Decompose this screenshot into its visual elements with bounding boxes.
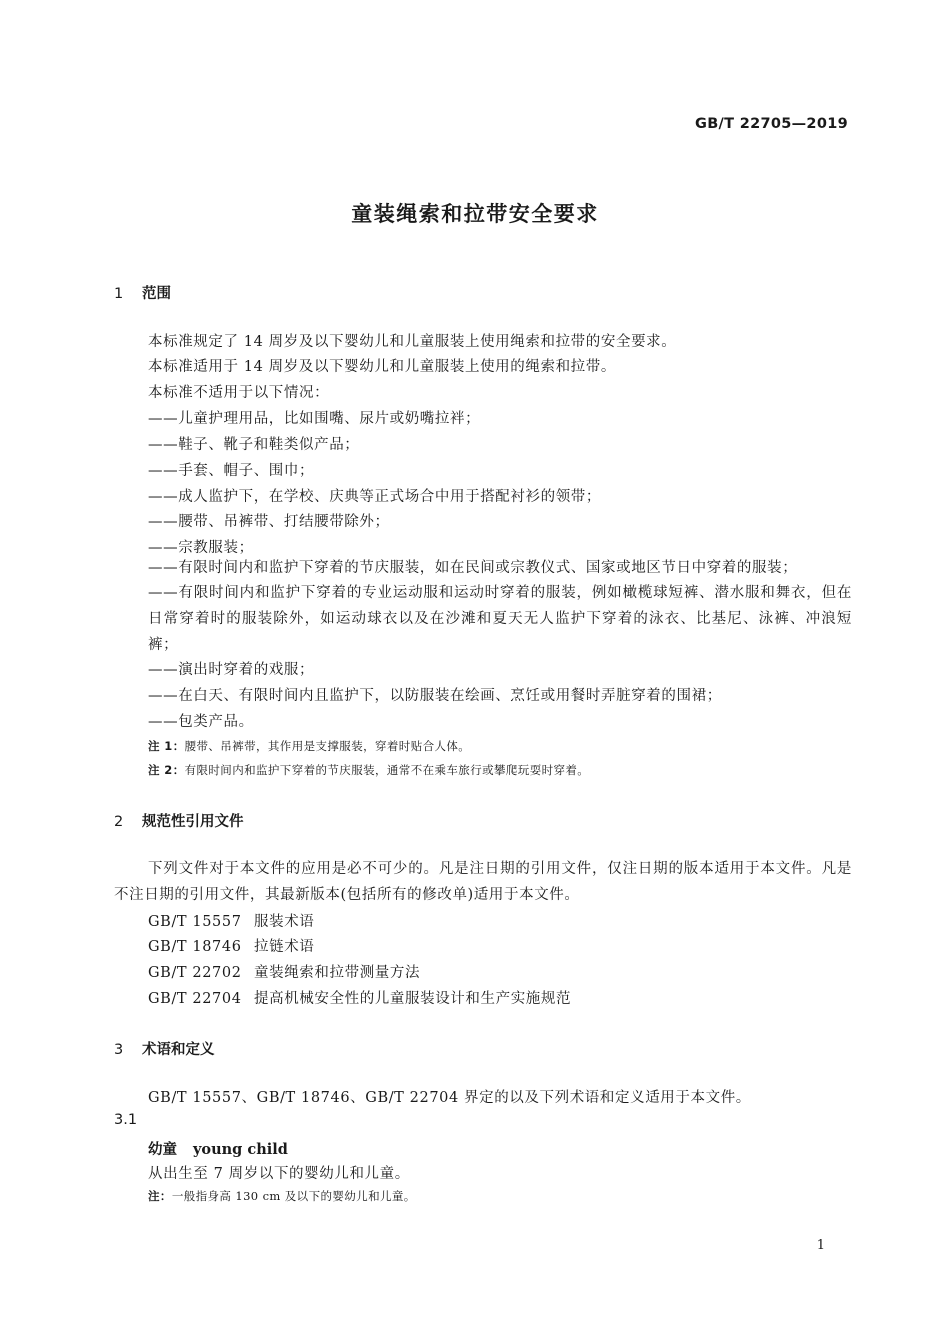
section-title: 术语和定义	[142, 1042, 215, 1058]
reference-row	[148, 910, 314, 931]
reference-code: GB/T 22702	[148, 965, 242, 981]
paragraph: GB/T 15557、GB/T 18746、GB/T 22704 界定的以及下列术语和定义适用于本文件。	[148, 1090, 751, 1106]
list-item: ——有限时间内和监护下穿着的节庆服装，如在民间或宗教仪式、国家或地区节日中穿着的服装；	[148, 560, 798, 576]
paragraph: 本标准适用于 14 周岁及以下婴幼儿和儿童服装上使用的绳索和拉带。	[148, 359, 616, 375]
reference-title: 服装术语	[254, 914, 315, 930]
list-item: ——鞋子、靴子和鞋类似产品；	[148, 437, 360, 453]
list-item: ——手套、帽子、围巾；	[148, 463, 315, 479]
section-title: 规范性引用文件	[142, 814, 244, 830]
reference-title: 童装绳索和拉带测量方法	[254, 965, 421, 981]
list-item: ——宗教服装；	[148, 540, 254, 556]
list-item: ——在白天、有限时间内且监护下，以防服装在绘画、烹饪或用餐时弄脏穿着的围裙；	[148, 688, 722, 704]
section-number: 2	[114, 814, 124, 830]
list-item: ——演出时穿着的戏服；	[148, 662, 315, 678]
note-text: 有限时间内和监护下穿着的节庆服装，通常不在乘车旅行或攀爬玩耍时穿着。	[184, 763, 590, 777]
list-item: ——成人监护下，在学校、庆典等正式场合中用于搭配衬衫的领带；	[148, 489, 601, 505]
note	[148, 738, 470, 754]
note-text: 一般指身高 130 cm 及以下的婴幼儿和儿童。	[171, 1189, 416, 1203]
section-2-heading	[114, 810, 244, 831]
clause-number: 3.1	[114, 1112, 138, 1128]
paragraph: 本标准规定了 14 周岁及以下婴幼儿和儿童服装上使用绳索和拉带的安全要求。	[148, 334, 677, 350]
note-label: 注：	[148, 1189, 172, 1203]
reference-row	[148, 961, 420, 982]
list-item: ——有限时间内和监护下穿着的专业运动服和运动时穿着的服装，例如橄榄球短裤、潜水服和舞衣，但在日常穿着时的服装除外，如运动球衣以及在沙滩和夏天无人监护下穿着的泳衣、比基尼、泳裤、冲浪短裤；	[148, 585, 852, 653]
reference-row	[148, 935, 314, 956]
term-definition: 从出生至 7 周岁以下的婴幼儿和儿童。	[148, 1166, 410, 1182]
term-entry	[148, 1138, 288, 1159]
note	[148, 762, 589, 778]
term-chinese: 幼童	[148, 1142, 177, 1158]
reference-title: 提高机械安全性的儿童服装设计和生产实施规范	[254, 991, 572, 1007]
list-item: ——包类产品。	[148, 714, 254, 730]
reference-code: GB/T 18746	[148, 939, 242, 955]
section-title: 范围	[142, 286, 171, 302]
page-number: 1	[816, 1238, 825, 1253]
paragraph: 本标准不适用于以下情况：	[148, 385, 330, 401]
standard-code: GB/T 22705—2019	[695, 116, 848, 132]
reference-title: 拉链术语	[254, 939, 315, 955]
list-item: ——腰带、吊裤带、打结腰带除外；	[148, 514, 390, 530]
section-number: 3	[114, 1042, 124, 1058]
section-number: 1	[114, 286, 124, 302]
reference-row	[148, 987, 571, 1008]
note-text: 腰带、吊裤带，其作用是支撑服装，穿着时贴合人体。	[184, 739, 471, 753]
list-item: ——儿童护理用品，比如围嘴、尿片或奶嘴拉袢；	[148, 411, 481, 427]
note	[148, 1188, 416, 1204]
note-label: 注 1：	[148, 739, 185, 753]
section-3-heading	[114, 1038, 215, 1059]
reference-code: GB/T 22704	[148, 991, 242, 1007]
note-label: 注 2：	[148, 763, 185, 777]
reference-code: GB/T 15557	[148, 914, 242, 930]
section-1-heading	[114, 282, 171, 303]
term-english: young child	[193, 1141, 288, 1158]
document-title: 童装绳索和拉带安全要求	[351, 202, 599, 226]
paragraph: 下列文件对于本文件的应用是必不可少的。凡是注日期的引用文件，仅注日期的版本适用于本文件。凡是不注日期的引用文件，其最新版本(包括所有的修改单)适用于本文件。	[114, 861, 852, 903]
